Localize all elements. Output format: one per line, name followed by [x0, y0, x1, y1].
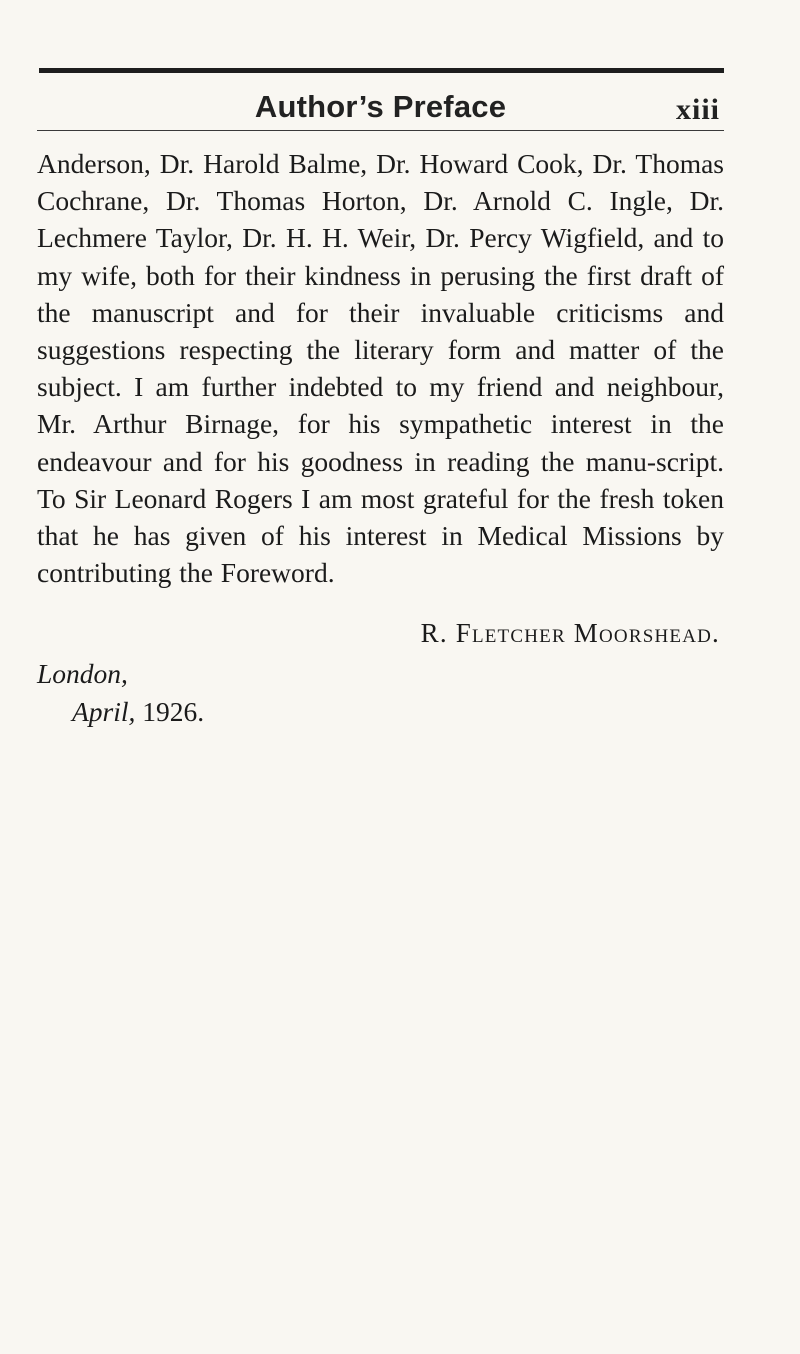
- dateline-place: London,: [37, 658, 128, 690]
- dateline-date: [37, 693, 724, 731]
- running-title: Author’s Preface: [254, 89, 507, 124]
- page-header: [37, 73, 724, 139]
- book-page: [37, 68, 724, 731]
- page-number: xiii: [675, 93, 720, 126]
- author-signature: R. Fletcher Moorshead.: [420, 618, 720, 649]
- header-rule: [37, 130, 724, 131]
- dateline-month: April,: [72, 696, 136, 728]
- preface-paragraph: Anderson, Dr. Harold Balme, Dr. Howard Cook, Dr. Thomas Cochrane, Dr. Thomas Horton, Dr. Arnold C. Ingle, Dr. Lechmere Taylor, Dr. H. H. Weir, Dr. Percy Wigfield, and to my wife, both for their kindness in perusing the first draft of the manuscript and for their invaluable criticisms and suggestions respecting the literary form and matter of the subject. I am further indebted to my friend and neighbour, Mr. Arthur Birnage, for his sympathetic interest in the endeavour and for his goodness in reading the manu-script. To Sir Leonard Rogers I am most grateful for the fresh token that he has given of his interest in Medical Missions by contributing the Foreword.: [37, 148, 724, 589]
- dateline-year: 1926.: [142, 696, 205, 728]
